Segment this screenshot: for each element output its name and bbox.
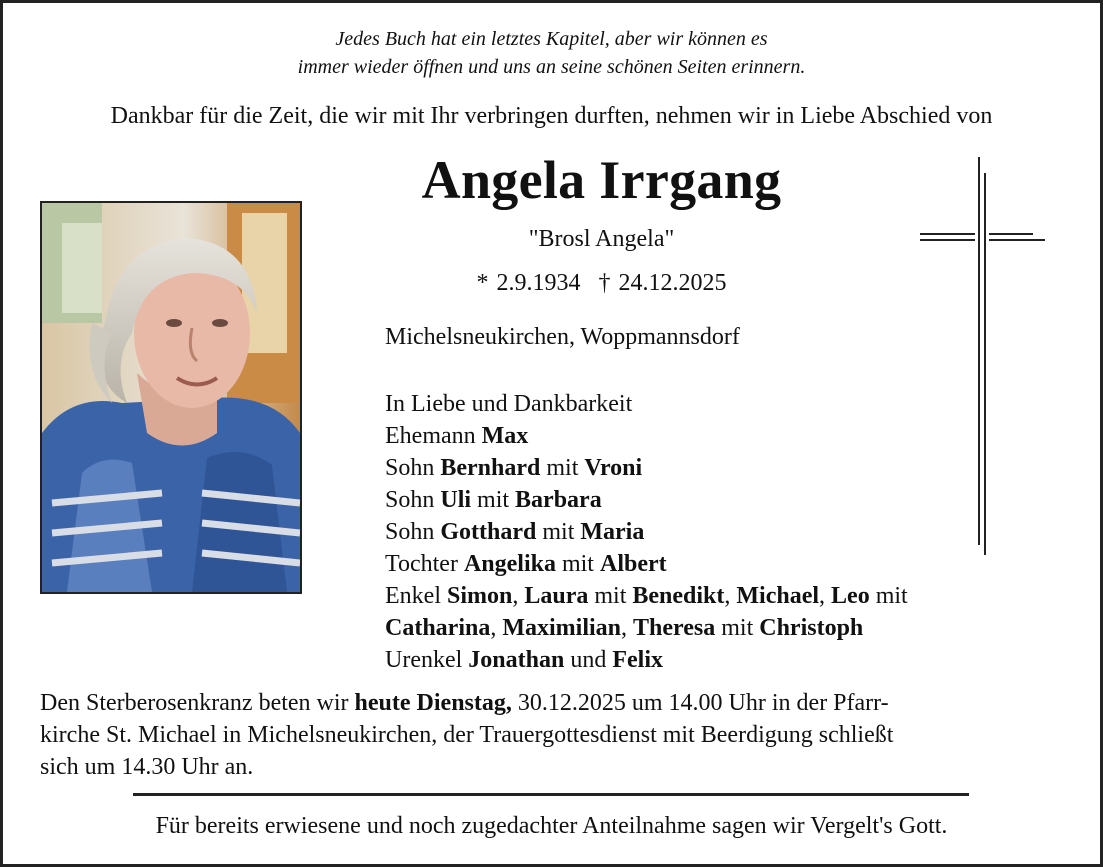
mourner-great-grandchildren: Urenkel Jonathan und Felix xyxy=(385,647,663,673)
mourner-daughter: Tochter Angelika mit Albert xyxy=(385,551,667,577)
mourner-grandchildren-2: Catharina, Maximilian, Theresa mit Christoph xyxy=(385,615,864,641)
life-dates xyxy=(400,268,803,298)
service-line-3: sich um 14.30 Uhr an. xyxy=(40,754,254,780)
mourner-son-3: Sohn Gotthard mit Maria xyxy=(385,519,645,545)
thanks-text: Für bereits erwiesene und noch zugedachter Anteilnahme sagen wir Vergelt's Gott. xyxy=(155,813,948,839)
portrait-photo xyxy=(40,201,302,594)
intro-text: Dankbar für die Zeit, die wir mit Ihr verbringen durften, nehmen wir in Liebe Abschied von xyxy=(110,103,993,129)
residence-place: Michelsneukirchen, Woppmannsdorf xyxy=(385,324,740,350)
cross-icon xyxy=(915,155,1050,560)
service-announcement xyxy=(40,687,1065,783)
mourner-son-2: Sohn Uli mit Barbara xyxy=(385,487,602,513)
quote-line-1: Jedes Buch hat ein letztes Kapitel, aber wir können es xyxy=(335,28,768,50)
birth-date: * 2.9.1934 xyxy=(476,270,581,296)
mourners-heading: In Liebe und Dankbarkeit xyxy=(385,391,633,417)
service-line-2: kirche St. Michael in Michelsneukirchen, der Trauergottesdienst mit Beerdigung schließt xyxy=(40,722,894,748)
divider-line xyxy=(133,793,969,796)
mourner-husband: Ehemann Max xyxy=(385,423,529,449)
mourner-son-1: Sohn Bernhard mit Vroni xyxy=(385,455,643,481)
service-line-1: Den Sterberosenkranz beten wir heute Dienstag, 30.12.2025 um 14.00 Uhr in der Pfarr- xyxy=(40,690,889,716)
mourner-grandchildren-1: Enkel Simon, Laura mit Benedikt, Michael, Leo mit xyxy=(385,583,908,609)
death-date: † 24.12.2025 xyxy=(598,270,727,296)
deceased-nickname: "Brosl Angela" xyxy=(528,226,675,252)
deceased-name: Angela Irrgang xyxy=(421,150,782,210)
quote-line-2: immer wieder öffnen und uns an seine schönen Seiten erinnern. xyxy=(297,56,806,78)
